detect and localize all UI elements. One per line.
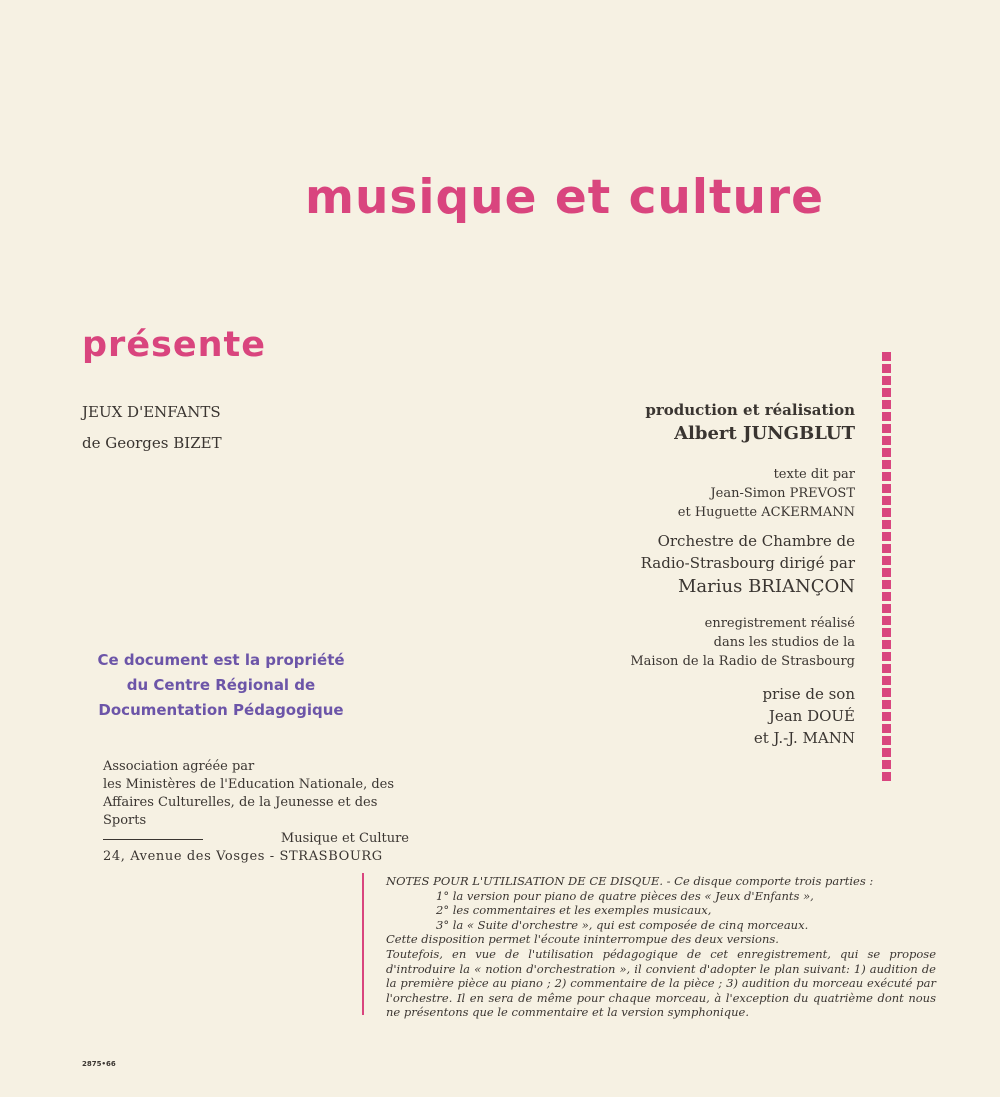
- decorative-square: [882, 424, 891, 433]
- texte-line3: et Huguette ACKERMANN: [677, 505, 855, 520]
- notes-paragraph-3: Toutefois, en vue de l'utilisation pédagogique de cet enregistrement, qui se propose d'introduire la « notion d'orchestration », il convient d'adopter le plan suivant: 1) audition de la première pièce au piano ; 2) commentaire de la pièce ; 3) audition du morceau exécuté par l'orchestre. Il en sera de même pour chaque morceau, à l'exception du quatrième dont nous ne présentons que le commentaire et la version symphonique.: [386, 946, 936, 1020]
- work-composer: de Georges BIZET: [82, 434, 222, 452]
- decorative-square: [882, 676, 891, 685]
- conductor-name: Marius BRIANÇON: [678, 576, 855, 597]
- decorative-square: [882, 436, 891, 445]
- notes-item-2: 2° les commentaires et les exemples musicaux,: [436, 903, 712, 918]
- enregistrement-credit: [630, 614, 855, 671]
- decorative-square: [882, 376, 891, 385]
- decorative-square: [882, 412, 891, 421]
- notes-paragraph-2: Cette disposition permet l'écoute ininterrompue des deux versions.: [386, 932, 779, 947]
- assoc-line2: les Ministères de l'Education Nationale, des: [103, 777, 395, 792]
- texte-line2: Jean-Simon PREVOST: [710, 486, 855, 501]
- decorative-square: [882, 736, 891, 745]
- decorative-square: [882, 580, 891, 589]
- stamp-line1: Ce document est la propriété: [97, 651, 345, 669]
- enreg-line1: enregistrement réalisé: [704, 616, 855, 631]
- stamp-line2: du Centre Régional de: [126, 676, 316, 694]
- decorative-square: [882, 700, 891, 709]
- decorative-square-column: [882, 352, 892, 781]
- decorative-square: [882, 460, 891, 469]
- work-title: JEUX D'ENFANTS: [82, 403, 221, 421]
- orchestre-credit: [641, 530, 855, 574]
- decorative-square: [882, 712, 891, 721]
- decorative-square: [882, 628, 891, 637]
- texte-credit: [678, 465, 855, 522]
- catalog-number: 2875•66: [82, 1060, 116, 1068]
- notes-item-1: 1° la version pour piano de quatre pièces des « Jeux d'Enfants »,: [436, 888, 814, 903]
- decorative-square: [882, 748, 891, 757]
- production-label: production et réalisation: [645, 401, 855, 419]
- decorative-square: [882, 664, 891, 673]
- decorative-square: [882, 448, 891, 457]
- texte-label: texte dit par: [773, 467, 855, 482]
- son-label: prise de son: [762, 685, 855, 703]
- assoc-address: 24, Avenue des Vosges - STRASBOURG: [103, 849, 383, 864]
- decorative-square: [882, 472, 891, 481]
- usage-notes: [386, 874, 936, 1020]
- orchestre-line1: Orchestre de Chambre de: [657, 532, 855, 550]
- assoc-line4: Musique et Culture: [280, 831, 409, 846]
- stamp-line3: Documentation Pédagogique: [98, 701, 344, 719]
- assoc-line1: Association agréée par: [103, 759, 255, 774]
- decorative-square: [882, 640, 891, 649]
- association-block: [103, 758, 409, 866]
- decorative-square: [882, 520, 891, 529]
- decorative-square: [882, 616, 891, 625]
- notes-intro: NOTES POUR L'UTILISATION DE CE DISQUE. - Ce disque comporte trois parties :: [386, 874, 874, 888]
- ownership-stamp: [86, 648, 356, 723]
- notes-accent-bar: [362, 873, 364, 1015]
- decorative-square: [882, 604, 891, 613]
- decorative-square: [882, 688, 891, 697]
- decorative-square: [882, 352, 891, 361]
- decorative-square: [882, 772, 891, 781]
- decorative-square: [882, 400, 891, 409]
- decorative-square: [882, 724, 891, 733]
- decorative-square: [882, 592, 891, 601]
- decorative-square: [882, 496, 891, 505]
- son-line2: Jean DOUÉ: [768, 707, 855, 725]
- decorative-square: [882, 364, 891, 373]
- notes-item-3: 3° la « Suite d'orchestre », qui est composée de cinq morceaux.: [436, 917, 809, 932]
- decorative-square: [882, 484, 891, 493]
- enreg-line3: Maison de la Radio de Strasbourg: [630, 654, 855, 669]
- signature-rule: [103, 839, 203, 840]
- decorative-square: [882, 652, 891, 661]
- decorative-square: [882, 532, 891, 541]
- enreg-line2: dans les studios de la: [713, 635, 855, 650]
- brand-title: musique et culture: [305, 170, 824, 225]
- production-name: Albert JUNGBLUT: [674, 423, 855, 444]
- decorative-square: [882, 508, 891, 517]
- decorative-square: [882, 388, 891, 397]
- decorative-square: [882, 760, 891, 769]
- assoc-line3: Affaires Culturelles, de la Jeunesse et des Sports: [103, 795, 378, 828]
- decorative-square: [882, 568, 891, 577]
- decorative-square: [882, 544, 891, 553]
- assoc-signature-row: [103, 830, 409, 848]
- decorative-square: [882, 556, 891, 565]
- son-credit: [754, 683, 855, 749]
- presente-heading: présente: [82, 325, 267, 365]
- son-line3: et J.-J. MANN: [753, 729, 855, 747]
- orchestre-line2: Radio-Strasbourg dirigé par: [640, 554, 855, 572]
